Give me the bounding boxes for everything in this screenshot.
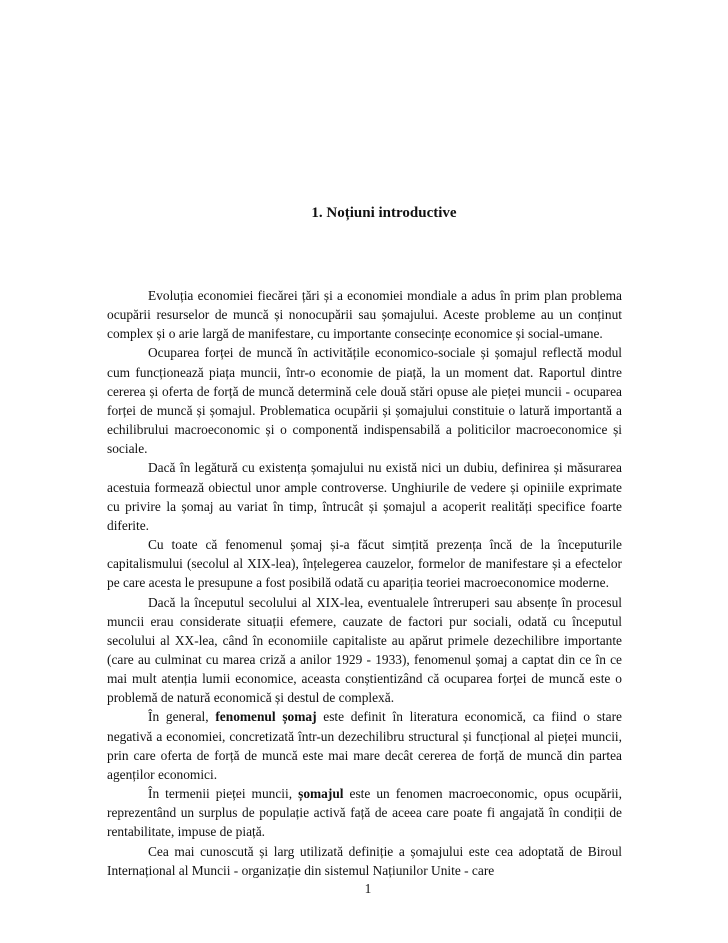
paragraph-7-lead: În termenii pieței muncii,: [148, 786, 299, 802]
paragraph-6: [107, 707, 622, 784]
paragraph-4: Cu toate că fenomenul șomaj și-a făcut simțită prezența încă de la începuturile capitalismului (secolul al XIX-lea), înțelegerea cauzelor, formelor de manifestare și a efectelor pe care acesta le presupune a fost posibilă odată cu apariția teoriei macroeconomice moderne.: [107, 537, 622, 591]
page-number: 1: [364, 881, 372, 896]
paragraph-5: Dacă la începutul secolului al XIX-lea, eventualele întreruperi sau absențe în procesul muncii erau considerate situații efemere, cauzate de factori pur sociali, odată cu începutul secolului al XX-lea, când în economiile capitaliste au apărut primele dezechilibre importante (care au culminat cu marea criză a anilor 1929 - 1933), fenomenul șomaj a captat din ce în ce mai mult atenția lumii economice, aceasta conștientizând că ocuparea forței de muncă este o problemă de natură economică și destul de complexă.: [107, 594, 622, 706]
paragraph-7-rest: este un fenomen macroeconomic, opus ocupării, reprezentând un surplus de populație activă față de aceea care poate fi angajată în condiții de rentabilitate, impuse de piață.: [107, 786, 622, 840]
paragraph-8: Cea mai cunoscută și larg utilizată definiție a șomajului este cea adoptată de Biroul Internațional al Muncii - organizație din sistemul Națiunilor Unite - care: [107, 843, 622, 878]
paragraph-6-lead: În general,: [148, 709, 216, 725]
paragraph-6-rest: este definit în literatura economică, ca fiind o stare negativă a economiei, concretizată într-un dezechilibru structural și funcțional al pieței muncii, prin care oferta de forță de muncă este mai mare decât cererea de forță de muncă din partea agenților economici.: [107, 709, 622, 782]
paragraph-1: Evoluția economiei fiecărei țări și a economiei mondiale a adus în prim plan problema ocupării resurselor de muncă și nonocupării sau șomajului. Aceste probleme au un conținut complex și o arie largă de manifestare, cu importante consecințe economice și social-umane.: [107, 288, 622, 342]
term-somajul: șomajul: [298, 786, 344, 802]
body-text: [107, 286, 622, 880]
paragraph-2: Ocuparea forței de muncă în activitățile economico-sociale și șomajul reflectă modul cum funcționează piața muncii, într-o economie de piață, la un moment dat. Raportul dintre cererea și oferta de forță de muncă determină cele două stări opuse ale pieței muncii - ocuparea forței de muncă și șomajul. Problematica ocupării și șomajului constituie o latură importantă a echilibrului macroeconomic și o componentă indispensabilă a politicilor macroeconomice și sociale.: [107, 345, 622, 457]
term-fenomenul-somaj: fenomenul șomaj: [215, 709, 317, 725]
paragraph-3: Dacă în legătură cu existența șomajului nu există nici un dubiu, definirea și măsurarea acestuia formează obiectul unor ample controverse. Unghiurile de vedere și opiniile exprimate cu privire la șomaj au variat în timp, întrucât și șomajul a acoperit realități specifice foarte diferite.: [107, 460, 622, 533]
paragraph-7: [107, 784, 622, 841]
section-title: 1. Noțiuni introductive: [311, 205, 457, 221]
